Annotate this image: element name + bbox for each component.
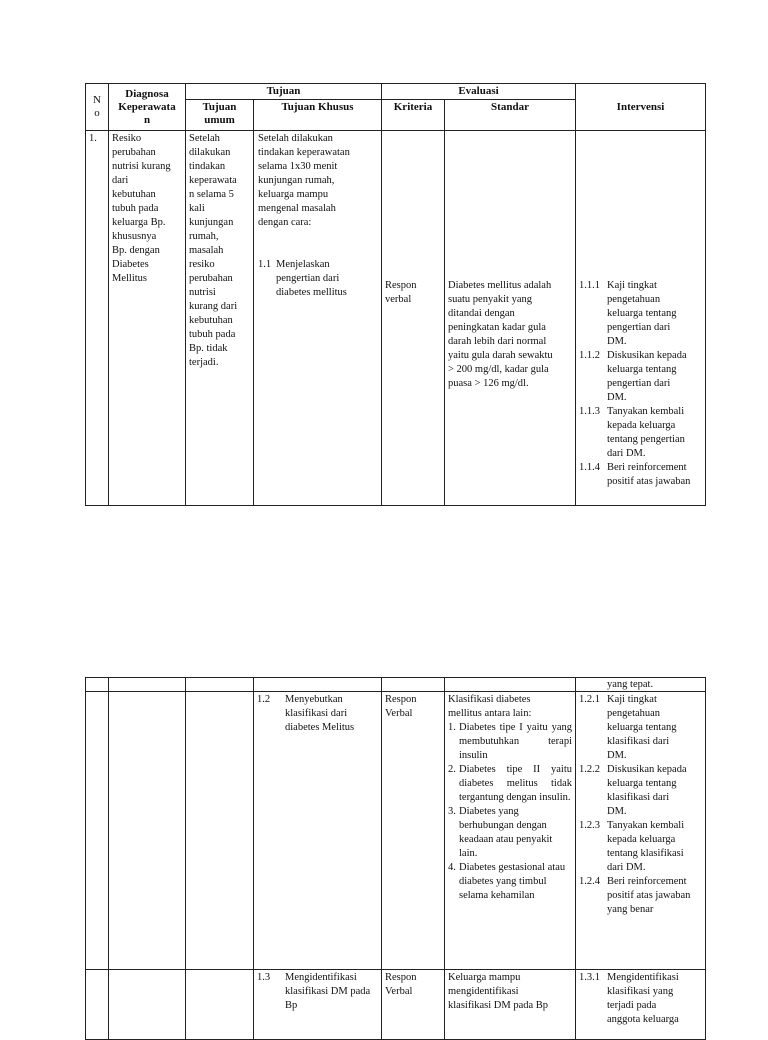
header-intervensi: Intervensi xyxy=(576,84,706,131)
header-kriteria: Kriteria xyxy=(382,100,445,131)
intervensi-cell xyxy=(576,692,706,970)
standar-cell xyxy=(445,131,576,506)
list-item xyxy=(448,763,572,805)
table-row xyxy=(86,678,706,692)
list-item xyxy=(579,819,702,875)
list-item xyxy=(579,763,702,819)
list-item xyxy=(448,721,572,763)
care-plan-table-continued xyxy=(85,677,706,1040)
tujuan-khusus-text: Mengidentifikasi klasifikasi DM pada Bp xyxy=(285,972,371,1011)
kriteria-cell: Respon Verbal xyxy=(382,970,445,1040)
intervensi-cell xyxy=(576,131,706,506)
list-item xyxy=(448,861,572,903)
table-row xyxy=(86,692,706,970)
intervensi-list xyxy=(579,279,702,489)
intervensi-num: 1.1.2 xyxy=(579,350,601,361)
standar-text: Diabetes gestasional atau diabetes yang timbul selama kehamilan xyxy=(459,862,566,901)
carry-over-text: yang tepat. xyxy=(576,678,706,692)
diagnosa-cell: Resiko perubahan nutrisi kurang dari kebutuhan tubuh pada keluarga Bp. khususnya Bp. dengan Diabetes Mellitus xyxy=(109,131,186,506)
intervensi-text: Diskusikan kepada keluarga tentang pengertian dari DM. xyxy=(607,350,687,403)
kriteria-cell: Respon Verbal xyxy=(382,692,445,970)
intervensi-num: 1.1.1 xyxy=(579,280,601,291)
intervensi-num: 1.1.3 xyxy=(579,406,601,417)
tujuan-khusus-item xyxy=(257,693,378,735)
table-row xyxy=(86,970,706,1040)
care-plan-table xyxy=(85,83,706,506)
tujuan-khusus-num: 1.3 xyxy=(257,972,271,983)
header-tujuan-khusus: Tujuan Khusus xyxy=(254,100,382,131)
intervensi-num: 1.2.2 xyxy=(579,764,600,775)
standar-num: 1. xyxy=(448,722,456,733)
standar-text: Diabetes tipe I yaitu yang membutuhkan terapi insulin xyxy=(459,722,572,761)
standar-cell xyxy=(445,692,576,970)
table-row xyxy=(86,131,706,506)
intervensi-text: Tanyakan kembali kepada keluarga tentang pengertian dari DM. xyxy=(607,406,685,459)
intervensi-num: 1.2.1 xyxy=(579,694,600,705)
header-tujuan-umum: Tujuan umum xyxy=(186,100,254,131)
intervensi-num: 1.2.4 xyxy=(579,876,600,887)
standar-intro: Klasifikasi diabetes mellitus antara lain: xyxy=(448,694,532,719)
tujuan-khusus-text: Menyebutkan klasifikasi dari diabetes Melitus xyxy=(285,694,355,733)
standar-list xyxy=(448,721,572,903)
tujuan-khusus-cell xyxy=(254,692,382,970)
intervensi-text: Beri reinforcement positif atas jawaban yang benar xyxy=(607,876,691,915)
tujuan-khusus-cell xyxy=(254,970,382,1040)
tujuan-khusus-cell xyxy=(254,131,382,506)
standar-text: Diabetes mellitus adalah suatu penyakit yang ditandai dengan peningkatan kadar gula darah lebih dari normal yaitu gula darah sewaktu > 200 mg/dl, kadar gula puasa > 126 mg/dl. xyxy=(448,280,553,389)
intervensi-text: Mengidentifikasi klasifikasi yang terjadi pada anggota keluarga xyxy=(607,972,679,1025)
kriteria-text: Respon verbal xyxy=(385,280,417,305)
list-item xyxy=(579,349,702,405)
intervensi-text: Tanyakan kembali kepada keluarga tentang klasifikasi dari DM. xyxy=(607,820,685,873)
kriteria-cell xyxy=(382,131,445,506)
list-item xyxy=(579,405,702,461)
tujuan-khusus-item xyxy=(257,971,378,1013)
standar-num: 3. xyxy=(448,806,456,817)
standar-text: Diabetes yang berhubungan dengan keadaan atau penyakit lain. xyxy=(459,806,553,859)
header-no: N o xyxy=(86,84,109,131)
header-evaluasi: Evaluasi xyxy=(382,84,576,100)
header-diagnosa: Diagnosa Keperawata n xyxy=(109,84,186,131)
list-item xyxy=(579,971,702,1027)
intervensi-text: Kaji tingkat pengetahuan keluarga tentang pengertian dari DM. xyxy=(607,280,677,347)
tujuan-umum-cell: Setelah dilakukan tindakan keperawata n selama 5 kali kunjungan rumah, masalah resiko perubahan nutrisi kurang dari kebutuhan tubuh pada Bp. tidak terjadi. xyxy=(186,131,254,506)
intervensi-list xyxy=(579,693,702,917)
list-item xyxy=(579,461,702,489)
tujuan-khusus-item xyxy=(258,258,378,300)
intervensi-cell xyxy=(576,970,706,1040)
care-plan-table-page1 xyxy=(85,83,705,506)
tujuan-khusus-num: 1.1 xyxy=(258,259,272,270)
standar-num: 4. xyxy=(448,862,456,873)
intervensi-list xyxy=(579,971,702,1027)
intervensi-text: Diskusikan kepada keluarga tentang klasifikasi dari DM. xyxy=(607,764,687,817)
list-item xyxy=(579,693,702,763)
header-standar: Standar xyxy=(445,100,576,131)
standar-num: 2. xyxy=(448,764,456,775)
care-plan-table-page2 xyxy=(85,677,705,1040)
tujuan-khusus-intro: Setelah dilakukan tindakan keperawatan selama 1x30 menit kunjungan rumah, keluarga mampu mengenal masalah dengan cara: xyxy=(258,133,350,228)
list-item xyxy=(579,875,702,917)
list-item xyxy=(579,279,702,349)
list-item xyxy=(448,805,572,861)
intervensi-text: Kaji tingkat pengetahuan keluarga tentang klasifikasi dari DM. xyxy=(607,694,677,761)
intervensi-num: 1.2.3 xyxy=(579,820,600,831)
standar-text: Diabetes tipe II yaitu diabetes melitus tidak tergantung dengan insulin. xyxy=(459,764,572,803)
standar-cell: Keluarga mampu mengidentifikasi klasifikasi DM pada Bp xyxy=(445,970,576,1040)
header-tujuan: Tujuan xyxy=(186,84,382,100)
intervensi-text: Beri reinforcement positif atas jawaban xyxy=(607,462,691,487)
row-number: 1. xyxy=(86,131,109,506)
intervensi-num: 1.3.1 xyxy=(579,972,600,983)
tujuan-khusus-num: 1.2 xyxy=(257,694,271,705)
intervensi-num: 1.1.4 xyxy=(579,462,601,473)
tujuan-khusus-text: Menjelaskan pengertian dari diabetes mellitus xyxy=(276,259,347,298)
